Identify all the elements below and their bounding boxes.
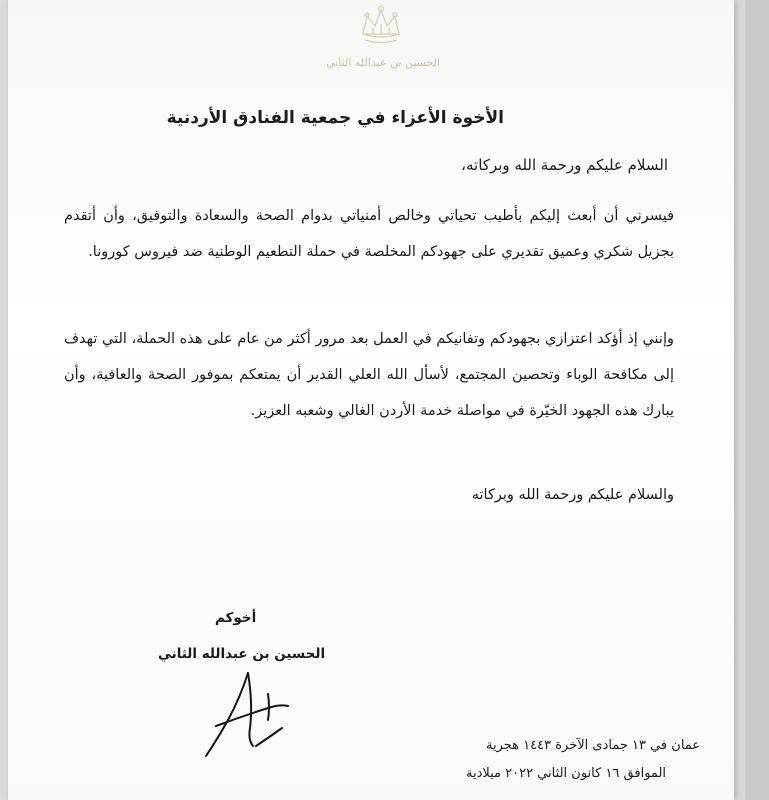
letter-paragraph-1: فيسرني أن أبعث إليكم بأطيب تحياتي وخالص أمنياتي بدوام الصحة والسعادة والتوفيق، وأن أتقدم بجزيل شكري وعميق تقديري على جهودكم المخلصة في حملة التطعيم الوطنية ضد فيروس كورونا. <box>64 208 674 260</box>
letter-greeting: السلام عليكم ورحمة الله وبركاته، <box>461 156 668 174</box>
letter-page <box>8 0 734 800</box>
date-gregorian: الموافق ١٦ كانون الثاني ٢٠٢٢ ميلادية <box>466 766 667 781</box>
letter-heading: الأخوة الأعزاء في جمعية الفنادق الأردنية <box>166 108 504 128</box>
letter-paragraph-2: وإنني إذ أؤكد اعتزازي بجهودكم وتفانيكم في العمل بعد مرور أكثر من عام على هذه الحملة، التي تهدف إلى مكافحة الوباء وتحصين المجتمع، لأسأل الله العلي القدير أن يمتعكم بموفور الصحة والعافية، وأن يبارك هذه الجهود الخيّرة في مواصلة خدمة الأردن الغالي وشعبه العزيز. <box>64 331 674 419</box>
date-hijri: عمان في ١٣ جمادى الآخرة ١٤٤٣ هجرية <box>486 738 701 753</box>
letterhead-name: الحسين بن عبدالله الثاني <box>326 56 440 69</box>
royal-crown-emblem-icon <box>355 4 407 48</box>
letter-closing: والسلام عليكم ورحمة الله وبركاته <box>471 487 674 503</box>
signature-name: الحسين بن عبدالله الثاني <box>158 646 326 662</box>
handwritten-signature-icon <box>198 668 308 763</box>
signature-label: أخوكم <box>215 610 257 626</box>
